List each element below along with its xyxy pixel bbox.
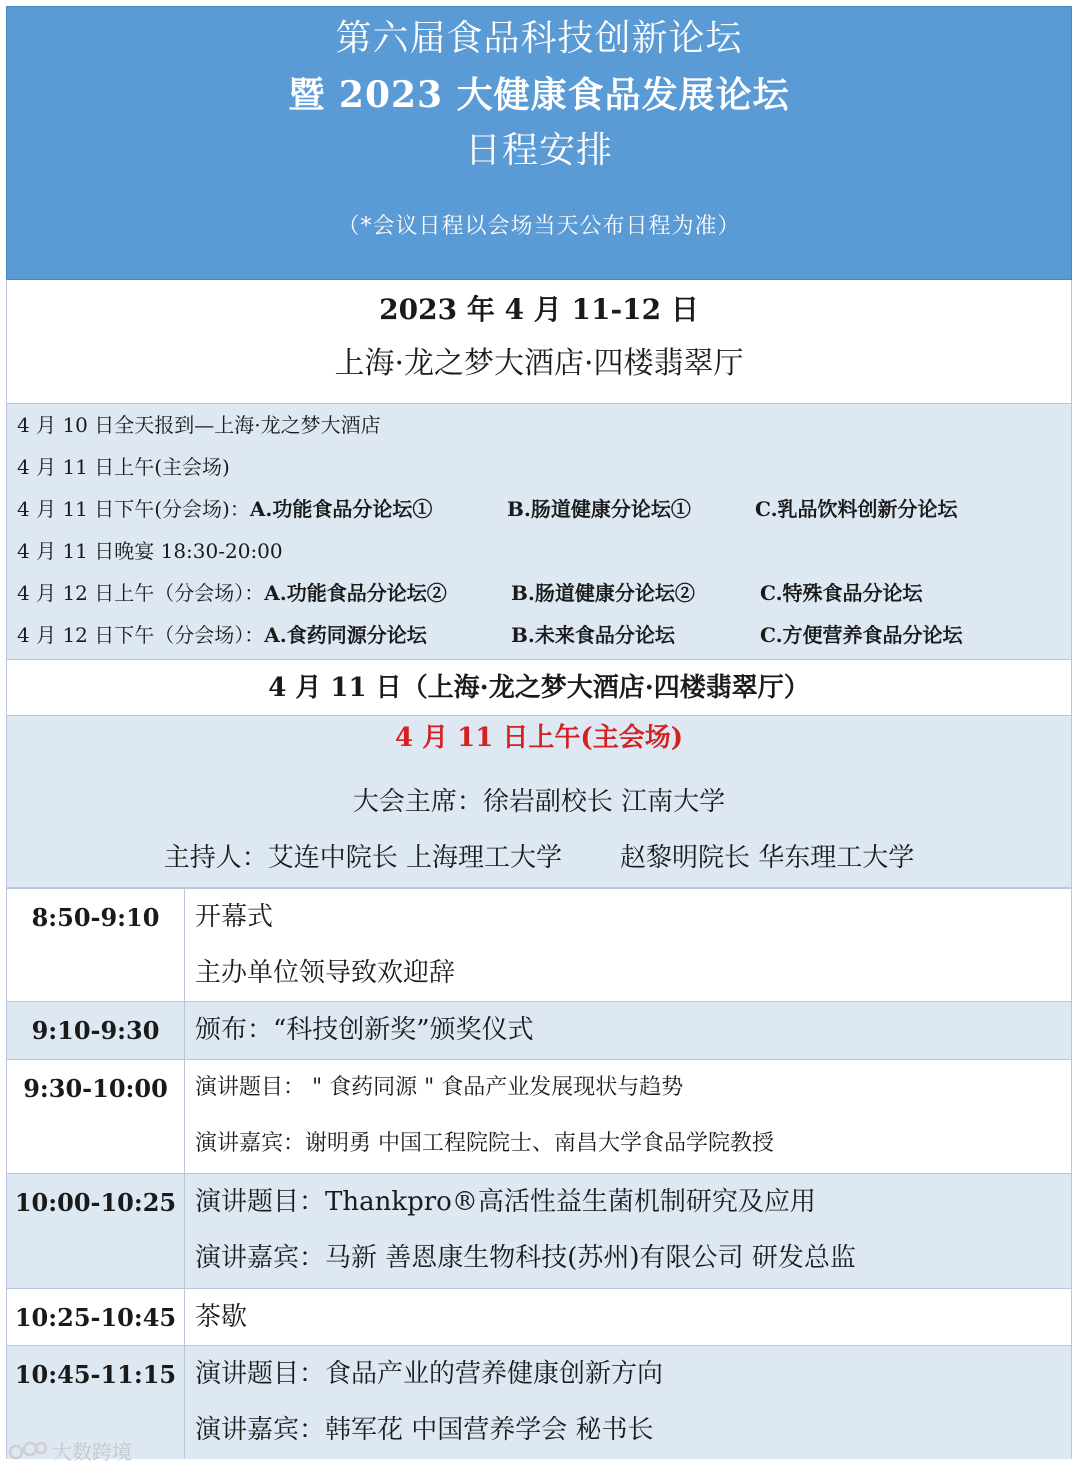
- session-hosts: [7, 836, 1071, 880]
- schedule-note: （*会议日程以会场当天公布日程为准）: [337, 214, 741, 239]
- forum-b: B.未来食品分论坛: [511, 623, 675, 647]
- table-row: [7, 1059, 1071, 1173]
- table-row: [7, 1288, 1071, 1345]
- forum-a: A.功能食品分论坛②: [264, 581, 447, 605]
- day-header: 4 月 11 日（上海·龙之梦大酒店·四楼翡翠厅）: [6, 660, 1072, 716]
- session-title: 演讲题目：Thankpro®高活性益生菌机制研究及应用: [195, 1187, 816, 1217]
- session-speaker: 演讲嘉宾：韩军花 中国营养学会 秘书长: [195, 1415, 654, 1445]
- main-session-info: [6, 716, 1072, 888]
- overview-label: 4 月 11 日晚宴 18:30-20:00: [17, 539, 283, 563]
- forum-c: C.方便营养食品分论坛: [760, 623, 963, 647]
- overview-label: 4 月 10 日全天报到—上海·龙之梦大酒店: [17, 413, 381, 437]
- overview-label: 4 月 11 日下午(分会场)：: [17, 497, 250, 521]
- watermark-logo-icon: [8, 1439, 48, 1463]
- time-cell: 9:10-9:30: [7, 1002, 185, 1059]
- overview-label: 4 月 12 日下午（分会场）：: [17, 623, 265, 647]
- overview-row: [7, 488, 1071, 530]
- table-row: [7, 1345, 1071, 1459]
- session-title: 颁布：“科技创新奖”颁奖仪式: [195, 1015, 534, 1045]
- session-chair: 大会主席：徐岩副校长 江南大学: [352, 787, 726, 817]
- overview-row: [7, 572, 1071, 614]
- host-a: 主持人：艾连中院长 上海理工大学: [163, 843, 562, 873]
- overview-row: [7, 530, 1071, 572]
- event-date: 2023 年 4 月 11-12 日: [379, 293, 699, 326]
- overview-row: [7, 614, 1071, 656]
- forum-c: C.乳品饮料创新分论坛: [755, 497, 958, 521]
- content-cell: [185, 1346, 1071, 1459]
- main-session-title: 4 月 11 日上午(主会场): [394, 723, 684, 753]
- time-cell: 10:25-10:45: [7, 1289, 185, 1345]
- host-b: 赵黎明院长 华东理工大学: [620, 843, 915, 873]
- watermark-text: 大数跨境: [52, 1440, 132, 1464]
- session-title: 开幕式: [195, 902, 274, 932]
- time-cell: 10:00-10:25: [7, 1174, 185, 1288]
- watermark: [8, 1436, 132, 1465]
- content-cell: [185, 1002, 1071, 1059]
- content-cell: [185, 1289, 1071, 1345]
- table-row: [7, 888, 1071, 1001]
- forum-b: B.肠道健康分论坛②: [511, 581, 695, 605]
- overview-label: 4 月 11 日上午(主会场): [17, 455, 230, 479]
- forum-b: B.肠道健康分论坛①: [507, 497, 691, 521]
- overview-section: [6, 404, 1072, 660]
- content-cell: [185, 1060, 1071, 1173]
- overview-label: 4 月 12 日上午（分会场）：: [17, 581, 265, 605]
- time-cell: 9:30-10:00: [7, 1060, 185, 1173]
- title-line-3: 日程安排: [464, 130, 613, 171]
- session-speaker: 演讲嘉宾：谢明勇 中国工程院院士、南昌大学食品学院教授: [195, 1131, 774, 1156]
- time-cell: 8:50-9:10: [7, 889, 185, 1001]
- session-title: 茶歇: [195, 1302, 248, 1332]
- header-banner: [6, 6, 1072, 280]
- overview-row: [7, 404, 1071, 446]
- schedule-document: [6, 6, 1072, 1459]
- session-detail: 主办单位领导致欢迎辞: [195, 958, 456, 988]
- forum-a: A.功能食品分论坛①: [249, 497, 433, 521]
- forum-a: A.食药同源分论坛: [264, 623, 427, 647]
- session-title: 演讲题目：食品产业的营养健康创新方向: [195, 1359, 664, 1389]
- session-speaker: 演讲嘉宾：马新 善恩康生物科技(苏州)有限公司 研发总监: [195, 1243, 856, 1273]
- table-row: [7, 1173, 1071, 1288]
- event-date-venue: [6, 280, 1072, 404]
- forum-c: C.特殊食品分论坛: [760, 581, 923, 605]
- content-cell: [185, 1174, 1071, 1288]
- title-line-1: 第六届食品科技创新论坛: [335, 18, 743, 59]
- time-cell: 10:45-11:15: [7, 1346, 185, 1459]
- overview-row: [7, 446, 1071, 488]
- content-cell: [185, 889, 1071, 1001]
- session-title: 演讲题目： " 食药同源 " 食品产业发展现状与趋势: [195, 1075, 684, 1100]
- schedule-table: [6, 888, 1072, 1459]
- title-line-2: 暨 2023 大健康食品发展论坛: [288, 74, 790, 116]
- table-row: [7, 1001, 1071, 1059]
- event-venue: 上海·龙之梦大酒店·四楼翡翠厅: [334, 346, 744, 381]
